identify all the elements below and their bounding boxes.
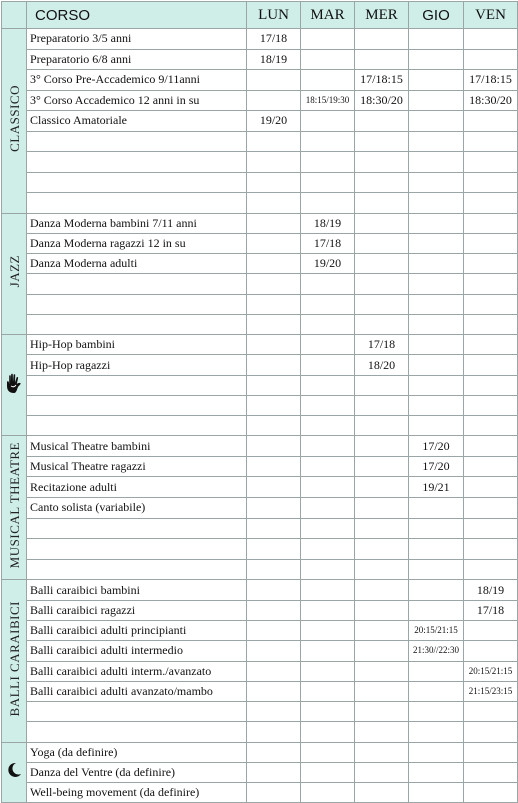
time-lun <box>247 782 301 802</box>
time-gio <box>409 782 464 802</box>
time-lun <box>247 742 301 762</box>
time-lun <box>247 213 301 233</box>
course-name: Recitazione adulti <box>27 477 247 498</box>
time-ven <box>464 620 518 640</box>
time-mer <box>355 477 409 498</box>
time-mer <box>355 559 409 580</box>
time-mar <box>301 172 355 193</box>
time-mer <box>355 395 409 415</box>
time-ven <box>464 355 518 375</box>
time-mer <box>355 152 409 173</box>
time-ven: 18/19 <box>464 580 518 600</box>
table-row <box>2 375 518 395</box>
time-lun <box>247 395 301 415</box>
section-label-cell <box>2 29 27 214</box>
course-name <box>27 152 247 173</box>
course-name: Danza Moderna ragazzi 12 in su <box>27 233 247 253</box>
time-lun <box>247 172 301 193</box>
table-row <box>2 355 518 375</box>
time-mer <box>355 49 409 70</box>
table-row <box>2 254 518 274</box>
course-name: Balli caraibici adulti interm./avanzato <box>27 661 247 681</box>
time-lun <box>247 600 301 620</box>
course-name <box>27 375 247 395</box>
time-gio <box>409 722 464 742</box>
time-mer <box>355 436 409 457</box>
time-mar <box>301 395 355 415</box>
course-name: Hip-Hop ragazzi <box>27 355 247 375</box>
course-name: Hip-Hop bambini <box>27 335 247 355</box>
time-ven <box>464 294 518 314</box>
time-lun <box>247 152 301 173</box>
course-name <box>27 722 247 742</box>
time-lun <box>247 498 301 519</box>
table-row <box>2 335 518 355</box>
time-mer <box>355 580 409 600</box>
course-name: Balli caraibici ragazzi <box>27 600 247 620</box>
table-row <box>2 395 518 415</box>
section-label: MUSICAL THEATRE <box>6 442 22 569</box>
time-ven <box>464 152 518 173</box>
time-mer <box>355 518 409 539</box>
time-gio <box>409 335 464 355</box>
table-row <box>2 762 518 782</box>
course-name: Danza Moderna bambini 7/11 anni <box>27 213 247 233</box>
table-row <box>2 193 518 214</box>
time-mer <box>355 314 409 334</box>
time-mar: 17/18 <box>301 233 355 253</box>
time-lun <box>247 436 301 457</box>
table-row <box>2 518 518 539</box>
time-mar <box>301 416 355 436</box>
time-gio <box>409 29 464 50</box>
time-mar <box>301 539 355 560</box>
time-ven <box>464 416 518 436</box>
course-name: Musical Theatre bambini <box>27 436 247 457</box>
time-ven <box>464 29 518 50</box>
time-lun <box>247 518 301 539</box>
course-name <box>27 274 247 294</box>
time-ven <box>464 274 518 294</box>
time-mar <box>301 782 355 802</box>
time-gio <box>409 355 464 375</box>
time-mer <box>355 722 409 742</box>
time-mar <box>301 681 355 701</box>
time-lun <box>247 254 301 274</box>
time-gio <box>409 600 464 620</box>
table-row <box>2 172 518 193</box>
table-row <box>2 416 518 436</box>
time-ven: 17/18 <box>464 600 518 620</box>
time-gio <box>409 742 464 762</box>
time-mar <box>301 742 355 762</box>
table-row <box>2 213 518 233</box>
table-row <box>2 620 518 640</box>
time-ven <box>464 193 518 214</box>
course-name <box>27 539 247 560</box>
time-mar <box>301 70 355 91</box>
time-mar <box>301 600 355 620</box>
time-lun <box>247 90 301 111</box>
time-ven <box>464 539 518 560</box>
header-day-ven: VEN <box>464 2 518 29</box>
time-gio <box>409 314 464 334</box>
time-ven <box>464 641 518 661</box>
course-name: Musical Theatre ragazzi <box>27 456 247 477</box>
time-lun <box>247 294 301 314</box>
time-lun <box>247 355 301 375</box>
time-ven: 17/18:15 <box>464 70 518 91</box>
time-mer: 18:30/20 <box>355 90 409 111</box>
time-mer <box>355 661 409 681</box>
time-gio <box>409 193 464 214</box>
time-mar <box>301 518 355 539</box>
time-mar <box>301 274 355 294</box>
time-mar <box>301 193 355 214</box>
time-mer: 17/18 <box>355 335 409 355</box>
course-name <box>27 172 247 193</box>
time-gio <box>409 681 464 701</box>
table-row <box>2 661 518 681</box>
table-row <box>2 681 518 701</box>
course-name <box>27 395 247 415</box>
time-ven: 20:15/21:15 <box>464 661 518 681</box>
table-row <box>2 600 518 620</box>
table-row <box>2 477 518 498</box>
time-lun <box>247 274 301 294</box>
time-ven <box>464 335 518 355</box>
time-lun <box>247 70 301 91</box>
time-lun: 17/18 <box>247 29 301 50</box>
time-ven <box>464 722 518 742</box>
time-ven <box>464 111 518 132</box>
time-mar <box>301 661 355 681</box>
table-row <box>2 436 518 457</box>
course-name: Preparatorio 3/5 anni <box>27 29 247 50</box>
time-mar: 18/19 <box>301 213 355 233</box>
table-row <box>2 498 518 519</box>
time-mar <box>301 456 355 477</box>
time-mar <box>301 559 355 580</box>
course-name: Balli caraibici adulti principianti <box>27 620 247 640</box>
section-label-cell <box>2 436 27 580</box>
time-lun <box>247 314 301 334</box>
time-mer <box>355 782 409 802</box>
time-mer <box>355 742 409 762</box>
course-name <box>27 193 247 214</box>
time-ven <box>464 518 518 539</box>
time-mer <box>355 641 409 661</box>
time-gio <box>409 559 464 580</box>
course-name: Balli caraibici bambini <box>27 580 247 600</box>
time-mer <box>355 131 409 152</box>
time-ven <box>464 498 518 519</box>
time-mar <box>301 477 355 498</box>
time-gio <box>409 395 464 415</box>
time-mar <box>301 152 355 173</box>
time-mar <box>301 335 355 355</box>
time-mer <box>355 681 409 701</box>
time-gio <box>409 274 464 294</box>
time-lun <box>247 375 301 395</box>
time-ven <box>464 456 518 477</box>
section-label: JAZZ <box>6 255 22 288</box>
time-mar <box>301 498 355 519</box>
time-mar <box>301 355 355 375</box>
time-gio <box>409 49 464 70</box>
time-gio <box>409 90 464 111</box>
time-gio <box>409 498 464 519</box>
course-name: Danza del Ventre (da definire) <box>27 762 247 782</box>
time-lun: 19/20 <box>247 111 301 132</box>
time-lun <box>247 539 301 560</box>
time-lun <box>247 233 301 253</box>
section-label-cell <box>2 213 27 335</box>
time-mer <box>355 213 409 233</box>
time-gio: 17/20 <box>409 456 464 477</box>
course-name <box>27 294 247 314</box>
course-name <box>27 416 247 436</box>
time-mar: 19/20 <box>301 254 355 274</box>
time-ven <box>464 559 518 580</box>
time-ven <box>464 395 518 415</box>
table-row <box>2 70 518 91</box>
course-name <box>27 559 247 580</box>
time-mar: 18:15/19:30 <box>301 90 355 111</box>
hand-icon <box>5 372 23 399</box>
time-lun <box>247 335 301 355</box>
time-ven <box>464 314 518 334</box>
course-name: 3° Corso Pre-Accademico 9/11anni <box>27 70 247 91</box>
time-gio <box>409 416 464 436</box>
time-gio <box>409 661 464 681</box>
time-lun: 18/19 <box>247 49 301 70</box>
time-mar <box>301 294 355 314</box>
time-mar <box>301 375 355 395</box>
time-gio <box>409 762 464 782</box>
time-mer <box>355 620 409 640</box>
time-lun <box>247 131 301 152</box>
time-lun <box>247 762 301 782</box>
table-row <box>2 294 518 314</box>
time-lun <box>247 559 301 580</box>
course-name: Canto solista (variabile) <box>27 498 247 519</box>
time-mar <box>301 131 355 152</box>
time-gio <box>409 518 464 539</box>
table-row <box>2 580 518 600</box>
schedule-body <box>2 29 518 803</box>
table-row <box>2 152 518 173</box>
time-mer <box>355 294 409 314</box>
time-ven <box>464 49 518 70</box>
time-mer <box>355 254 409 274</box>
table-row <box>2 111 518 132</box>
time-mer <box>355 702 409 722</box>
course-name: Preparatorio 6/8 anni <box>27 49 247 70</box>
course-name <box>27 518 247 539</box>
time-lun <box>247 456 301 477</box>
course-name <box>27 702 247 722</box>
section-label: CLASSICO <box>6 84 22 152</box>
time-mar <box>301 111 355 132</box>
time-mer <box>355 600 409 620</box>
time-gio: 20:15/21:15 <box>409 620 464 640</box>
table-row <box>2 29 518 50</box>
time-lun <box>247 681 301 701</box>
time-mar <box>301 762 355 782</box>
header-corner <box>2 2 27 29</box>
time-gio <box>409 111 464 132</box>
time-ven <box>464 375 518 395</box>
time-gio <box>409 233 464 253</box>
time-mer <box>355 29 409 50</box>
header-row <box>2 2 518 29</box>
time-gio: 21:30//22:30 <box>409 641 464 661</box>
time-lun <box>247 702 301 722</box>
time-ven <box>464 742 518 762</box>
time-gio <box>409 294 464 314</box>
time-mer <box>355 375 409 395</box>
time-mar <box>301 702 355 722</box>
table-row <box>2 49 518 70</box>
time-gio <box>409 580 464 600</box>
time-mer <box>355 172 409 193</box>
time-lun <box>247 641 301 661</box>
time-mar <box>301 29 355 50</box>
header-day-lun: LUN <box>247 2 301 29</box>
section-label-cell <box>2 335 27 436</box>
table-row <box>2 641 518 661</box>
time-mar <box>301 436 355 457</box>
header-day-mar: MAR <box>301 2 355 29</box>
time-ven <box>464 233 518 253</box>
time-gio: 19/21 <box>409 477 464 498</box>
time-mar <box>301 620 355 640</box>
time-lun <box>247 620 301 640</box>
time-lun <box>247 416 301 436</box>
time-mer <box>355 193 409 214</box>
time-ven <box>464 702 518 722</box>
time-mer: 17/18:15 <box>355 70 409 91</box>
moon-icon <box>5 761 23 784</box>
course-name <box>27 314 247 334</box>
time-lun <box>247 661 301 681</box>
header-day-mer: MER <box>355 2 409 29</box>
time-gio <box>409 539 464 560</box>
course-name: Well-being movement (da definire) <box>27 782 247 802</box>
time-ven: 21:15/23:15 <box>464 681 518 701</box>
time-ven: 18:30/20 <box>464 90 518 111</box>
table-row <box>2 742 518 762</box>
schedule-table <box>1 1 518 803</box>
course-name: Danza Moderna adulti <box>27 254 247 274</box>
table-row <box>2 233 518 253</box>
section-label: BALLI CARAIBICI <box>6 600 22 717</box>
time-mer <box>355 762 409 782</box>
table-row <box>2 539 518 560</box>
course-name: Classico Amatoriale <box>27 111 247 132</box>
time-ven <box>464 762 518 782</box>
time-ven <box>464 131 518 152</box>
section-label-cell <box>2 742 27 802</box>
table-row <box>2 559 518 580</box>
time-mer <box>355 274 409 294</box>
header-course: CORSO <box>27 2 247 29</box>
time-gio <box>409 213 464 233</box>
time-mer <box>355 498 409 519</box>
time-lun <box>247 477 301 498</box>
table-row <box>2 782 518 802</box>
time-mer: 18/20 <box>355 355 409 375</box>
course-name <box>27 131 247 152</box>
time-lun <box>247 580 301 600</box>
time-ven <box>464 436 518 457</box>
time-mer <box>355 111 409 132</box>
course-name: Balli caraibici adulti intermedio <box>27 641 247 661</box>
time-mer <box>355 539 409 560</box>
time-gio <box>409 172 464 193</box>
time-lun <box>247 722 301 742</box>
course-name: Yoga (da definire) <box>27 742 247 762</box>
time-gio <box>409 152 464 173</box>
table-row <box>2 314 518 334</box>
time-ven <box>464 213 518 233</box>
time-lun <box>247 193 301 214</box>
time-gio <box>409 254 464 274</box>
time-ven <box>464 477 518 498</box>
header-day-gio: GIO <box>409 2 464 29</box>
time-mar <box>301 580 355 600</box>
table-row <box>2 722 518 742</box>
course-name: Balli caraibici adulti avanzato/mambo <box>27 681 247 701</box>
time-mar <box>301 722 355 742</box>
time-gio <box>409 375 464 395</box>
section-label-cell <box>2 580 27 742</box>
course-name: 3° Corso Accademico 12 anni in su <box>27 90 247 111</box>
time-mar <box>301 641 355 661</box>
time-gio <box>409 131 464 152</box>
time-ven <box>464 254 518 274</box>
time-mar <box>301 49 355 70</box>
table-row <box>2 274 518 294</box>
time-ven <box>464 782 518 802</box>
time-mer <box>355 233 409 253</box>
time-gio: 17/20 <box>409 436 464 457</box>
time-gio <box>409 702 464 722</box>
time-mer <box>355 456 409 477</box>
table-row <box>2 702 518 722</box>
time-mar <box>301 314 355 334</box>
table-row <box>2 90 518 111</box>
time-gio <box>409 70 464 91</box>
time-mer <box>355 416 409 436</box>
table-row <box>2 456 518 477</box>
time-ven <box>464 172 518 193</box>
table-row <box>2 131 518 152</box>
